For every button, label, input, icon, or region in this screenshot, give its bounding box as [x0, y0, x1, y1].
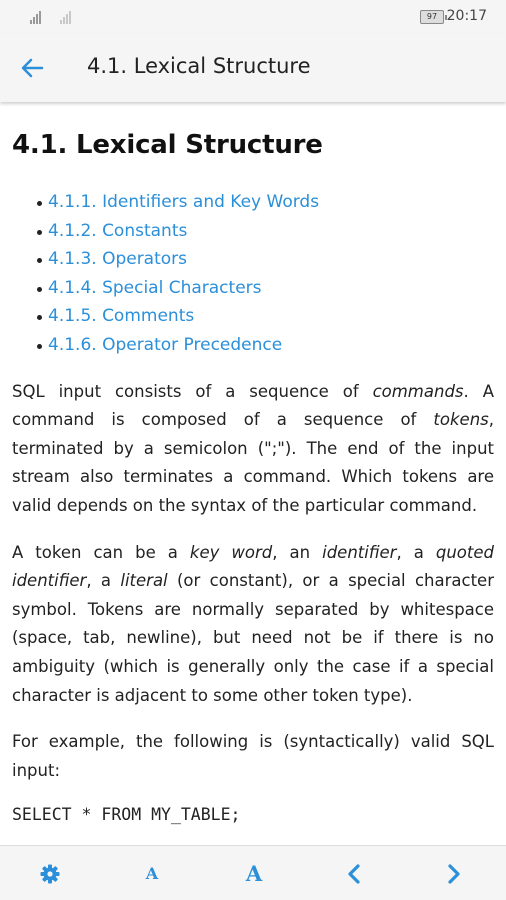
font-decrease-button[interactable]: A: [145, 864, 159, 883]
previous-page-button[interactable]: [344, 860, 364, 888]
text-run: (or constant), or a special character symbol. Tokens are normally separated by whitespace (space, tab, newline), but need not be if there is no ambiguity (which is generally only the case if a special character is adjacent to some other token type).: [12, 571, 494, 705]
table-of-contents: [12, 188, 494, 360]
emphasis-term: commands: [372, 381, 464, 401]
emphasis-term: quoted identifier: [12, 542, 494, 591]
text-run: A token can be a: [12, 542, 190, 562]
toc-link-special-characters[interactable]: 4.1.4. Special Characters: [48, 277, 262, 298]
toc-item: [48, 217, 494, 246]
toc-link-operator-precedence[interactable]: 4.1.6. Operator Precedence: [48, 334, 283, 355]
settings-button[interactable]: [38, 860, 62, 888]
text-run: , a: [396, 542, 436, 562]
font-increase-button[interactable]: A: [245, 861, 263, 886]
emphasis-term: identifier: [322, 542, 397, 562]
battery-level: 97: [426, 12, 438, 21]
text-run: , a: [86, 571, 121, 591]
status-bar: [0, 0, 506, 34]
paragraph-example: For example, the following is (syntactically) valid SQL input:: [12, 732, 494, 780]
next-page-button[interactable]: [444, 860, 464, 888]
paragraph-sql-input: [12, 378, 494, 521]
text-run: , an: [272, 542, 323, 562]
article-content[interactable]: [0, 104, 506, 845]
bottom-toolbar: [0, 845, 506, 900]
toc-item: [48, 188, 494, 217]
code-example: SELECT * FROM MY_TABLE;: [12, 805, 241, 825]
toc-item: [48, 245, 494, 274]
app-bar-title: 4.1. Lexical Structure: [87, 54, 311, 78]
toc-link-constants[interactable]: 4.1.2. Constants: [48, 220, 188, 241]
back-button[interactable]: [18, 54, 50, 82]
arrow-left-icon: [18, 54, 50, 82]
toc-item: [48, 331, 494, 360]
toc-item: [48, 274, 494, 303]
text-run: . A command is composed of a sequence of: [12, 381, 494, 430]
chevron-right-icon: [444, 860, 464, 888]
chevron-left-icon: [344, 860, 364, 888]
emphasis-term: key word: [189, 542, 273, 562]
toc-link-operators[interactable]: 4.1.3. Operators: [48, 249, 188, 270]
clock: 20:17: [446, 8, 487, 24]
paragraph-token-types: [12, 539, 494, 711]
page-title: 4.1. Lexical Structure: [12, 130, 323, 160]
toc-link-identifiers[interactable]: 4.1.1. Identifiers and Key Words: [48, 192, 320, 212]
signal-icon: [30, 10, 41, 24]
app-bar: [0, 34, 506, 102]
text-run: SQL input consists of a sequence of: [12, 381, 373, 401]
gear-icon: [38, 860, 62, 888]
text-run: , terminated by a semicolon (";"). The end of the input stream also terminates a command. Which tokens are valid depends on the syntax of the particular command.: [12, 410, 494, 515]
emphasis-term: tokens: [433, 410, 489, 430]
toc-item: [48, 302, 494, 331]
signal-icon-secondary: [60, 10, 71, 24]
toc-link-comments[interactable]: 4.1.5. Comments: [48, 306, 195, 327]
emphasis-term: literal: [120, 571, 168, 591]
battery-icon: [420, 10, 444, 24]
